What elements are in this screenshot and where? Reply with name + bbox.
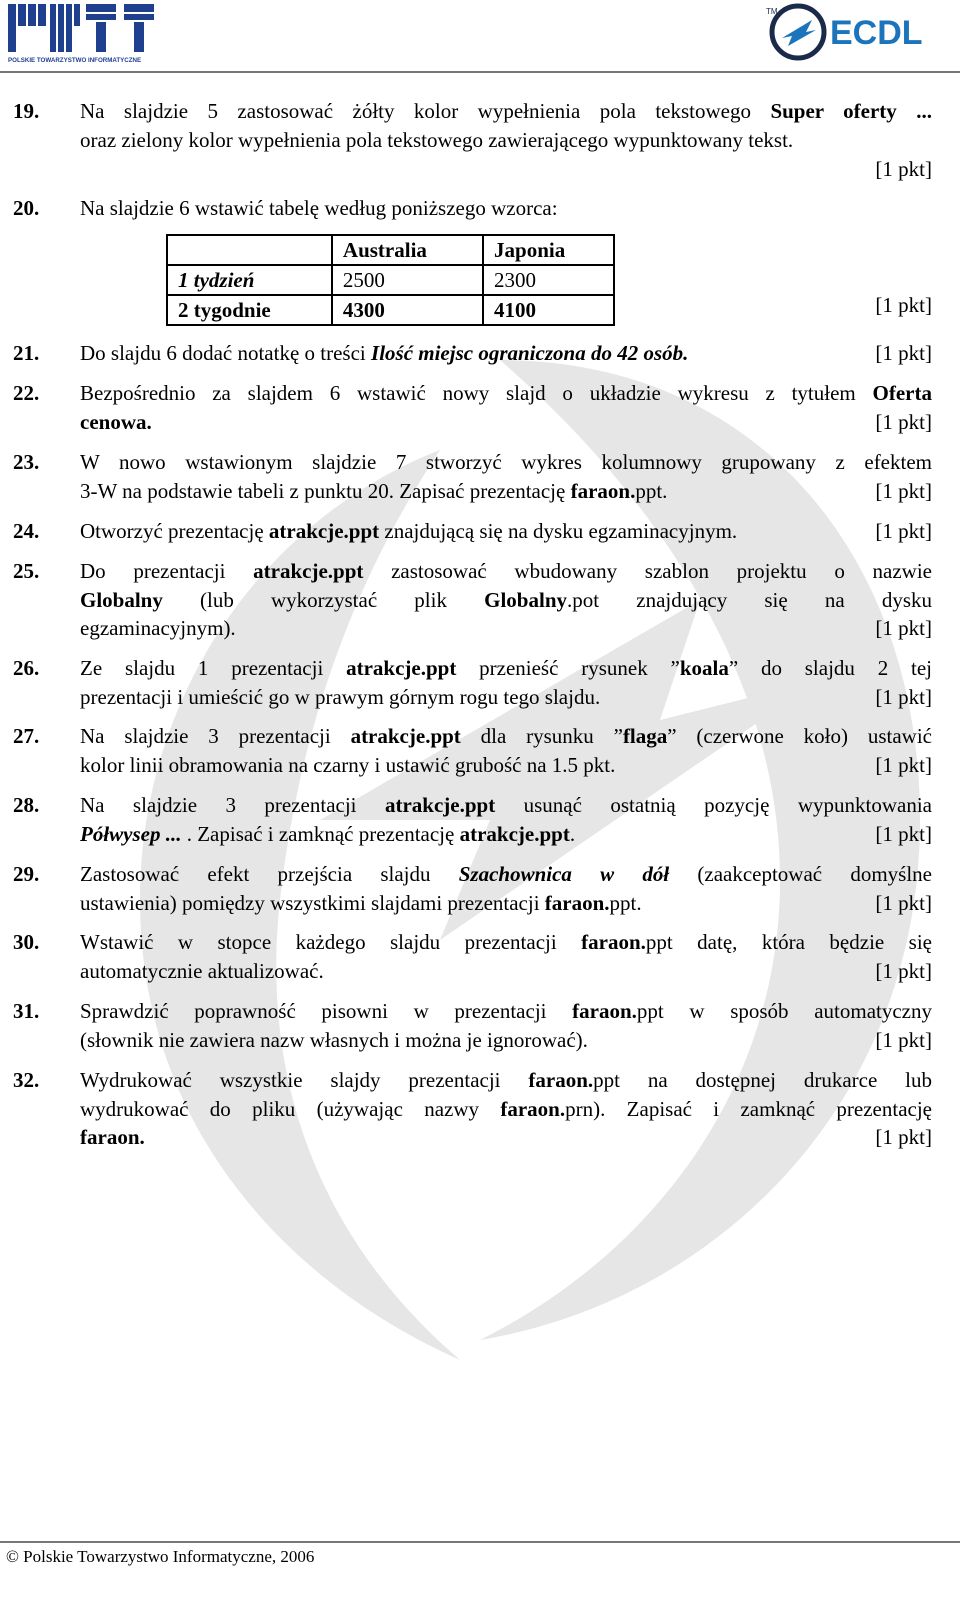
question-text (80, 997, 932, 1054)
question-text (80, 517, 932, 546)
question-line: Do slajdu 6 dodać notatkę o treści Ilość miejsc ograniczona do 42 osób. (80, 341, 689, 365)
question-text (80, 194, 932, 223)
question-text (80, 722, 932, 779)
question-line: Do prezentacji atrakcje.ppt zastosować wbudowany szablon projektu o nazwie (80, 559, 932, 583)
cell-value: 4300 (342, 297, 385, 322)
question-number: 28. (13, 793, 40, 817)
question-text (80, 791, 932, 848)
points-label: [1 pkt] (875, 891, 932, 915)
question-number: 30. (13, 930, 40, 954)
question-line: Na slajdzie 6 wstawić tabelę według poniższego wzorca: (80, 196, 558, 220)
question-text (80, 557, 932, 643)
points-label: [1 pkt] (875, 753, 932, 777)
question-line: Wstawić w stopce każdego slajdu prezentacji faraon.ppt datę, która będzie się (80, 930, 932, 954)
page-header (0, 0, 960, 72)
question-number: 21. (13, 341, 40, 365)
table-row (167, 295, 614, 325)
table-header-label: Japonia (494, 237, 566, 262)
table-row-label (167, 265, 332, 295)
question-number: 24. (13, 519, 40, 543)
question-line: Na slajdzie 3 prezentacji atrakcje.ppt dla rysunku ”flaga” (czerwone koło) ustawić (80, 724, 932, 748)
question-line: W nowo wstawionym slajdzie 7 stworzyć wykres kolumnowy grupowany z efektem (80, 450, 932, 474)
question-number: 26. (13, 656, 40, 680)
question-line: oraz zielony kolor wypełnienia pola tekstowego zawierającego wypunktowany tekst. (80, 127, 794, 152)
ecdl-tm: TM (766, 7, 778, 16)
table-cell (332, 295, 483, 325)
question-text (80, 97, 932, 154)
question-line: prezentacji i umieścić go w prawym górnym rogu tego slajdu. (80, 684, 601, 709)
points-label: [1 pkt] (875, 479, 932, 503)
question-line: wydrukować do pliku (używając nazwy faraon.prn). Zapisać i zamknąć prezentację (80, 1096, 932, 1121)
ecdl-logo-text: ECDL (830, 14, 923, 52)
question-number: 22. (13, 381, 40, 405)
points-label: [1 pkt] (875, 157, 932, 181)
question-line: Zastosować efekt przejścia slajdu Szachownica w dół (zaakceptować domyślne (80, 862, 932, 886)
question-number: 29. (13, 862, 40, 886)
question-number: 32. (13, 1068, 40, 1092)
question-line: kolor linii obramowania na czarny i ustawić grubość na 1.5 pkt. (80, 752, 616, 777)
table-header-cell (483, 235, 614, 265)
points-label: [1 pkt] (875, 616, 932, 640)
header-divider (0, 71, 960, 73)
row-label: 2 tygodnie (178, 297, 271, 322)
question-line: Otworzyć prezentację atrakcje.ppt znajdującą się na dysku egzaminacyjnym. (80, 519, 738, 543)
table-cell: 2300 (483, 265, 614, 295)
cell-value: 4100 (494, 297, 537, 322)
footer-copyright: © Polskie Towarzystwo Informatyczne, 2006 (6, 1547, 315, 1566)
question-line: Sprawdzić poprawność pisowni w prezentacji faraon.ppt w sposób automatyczny (80, 999, 932, 1023)
points-label: [1 pkt] (875, 959, 932, 983)
question-line: Na slajdzie 3 prezentacji atrakcje.ppt usunąć ostatnią pozycję wypunktowania (80, 793, 932, 817)
table-cell: 2500 (332, 265, 483, 295)
question-line: ustawienia) pomiędzy wszystkimi slajdami prezentacji faraon.ppt. (80, 890, 642, 915)
question-number: 23. (13, 450, 40, 474)
question-line: faraon. (80, 1125, 145, 1149)
question-line: 3-W na podstawie tabeli z punktu 20. Zapisać prezentację faraon.ppt. (80, 478, 668, 503)
price-table (166, 234, 615, 326)
question-line: Na slajdzie 5 zastosować żółty kolor wypełnienia pola tekstowego Super oferty ... (80, 99, 932, 123)
question-text (80, 1066, 932, 1152)
question-line: Półwysep ... . Zapisać i zamknąć prezentację atrakcje.ppt. (80, 821, 576, 846)
points-label: [1 pkt] (875, 341, 932, 365)
points-label: [1 pkt] (875, 519, 932, 543)
table-row-label (167, 295, 332, 325)
question-number: 31. (13, 999, 40, 1023)
points-label: [1 pkt] (875, 685, 932, 709)
footer-divider (0, 1541, 960, 1543)
pti-logo (6, 2, 158, 64)
table-cell (167, 235, 332, 265)
question-text (80, 379, 932, 436)
question-number: 19. (13, 99, 40, 123)
points-label: [1 pkt] (875, 822, 932, 846)
ecdl-logo (768, 2, 938, 62)
question-text (80, 339, 932, 368)
points-label: [1 pkt] (875, 1028, 932, 1052)
table-header-row (167, 235, 614, 265)
question-line: Globalny (lub wykorzystać plik Globalny.pot znajdujący się na dysku (80, 587, 933, 612)
table-cell (483, 295, 614, 325)
table-header-cell (332, 235, 483, 265)
points-label: [1 pkt] (875, 1125, 932, 1149)
question-line: Wydrukować wszystkie slajdy prezentacji faraon.ppt na dostępnej drukarce lub (80, 1068, 932, 1092)
question-text (80, 654, 932, 711)
question-text (80, 860, 932, 917)
question-line: Bezpośrednio za slajdem 6 wstawić nowy slajd o układzie wykresu z tytułem Oferta (80, 381, 932, 405)
table-row (167, 265, 614, 295)
question-text (80, 928, 932, 985)
question-line: egzaminacyjnym). (80, 616, 236, 640)
question-line: automatycznie aktualizować. (80, 958, 324, 983)
question-line: (słownik nie zawiera nazw własnych i można je ignorować). (80, 1027, 588, 1052)
question-line: cenowa. (80, 409, 152, 434)
question-number: 27. (13, 724, 40, 748)
question-text (80, 448, 932, 505)
row-label: 1 tydzień (178, 267, 255, 292)
points-label: [1 pkt] (875, 293, 932, 317)
points-label: [1 pkt] (875, 410, 932, 434)
table-header-label: Australia (342, 237, 427, 262)
pti-logo-caption: POLSKIE TOWARZYSTWO INFORMATYCZNE (8, 57, 142, 64)
question-number: 20. (13, 196, 40, 220)
question-number: 25. (13, 559, 40, 583)
question-line: Ze slajdu 1 prezentacji atrakcje.ppt przenieść rysunek ”koala” do slajdu 2 tej (80, 656, 932, 680)
